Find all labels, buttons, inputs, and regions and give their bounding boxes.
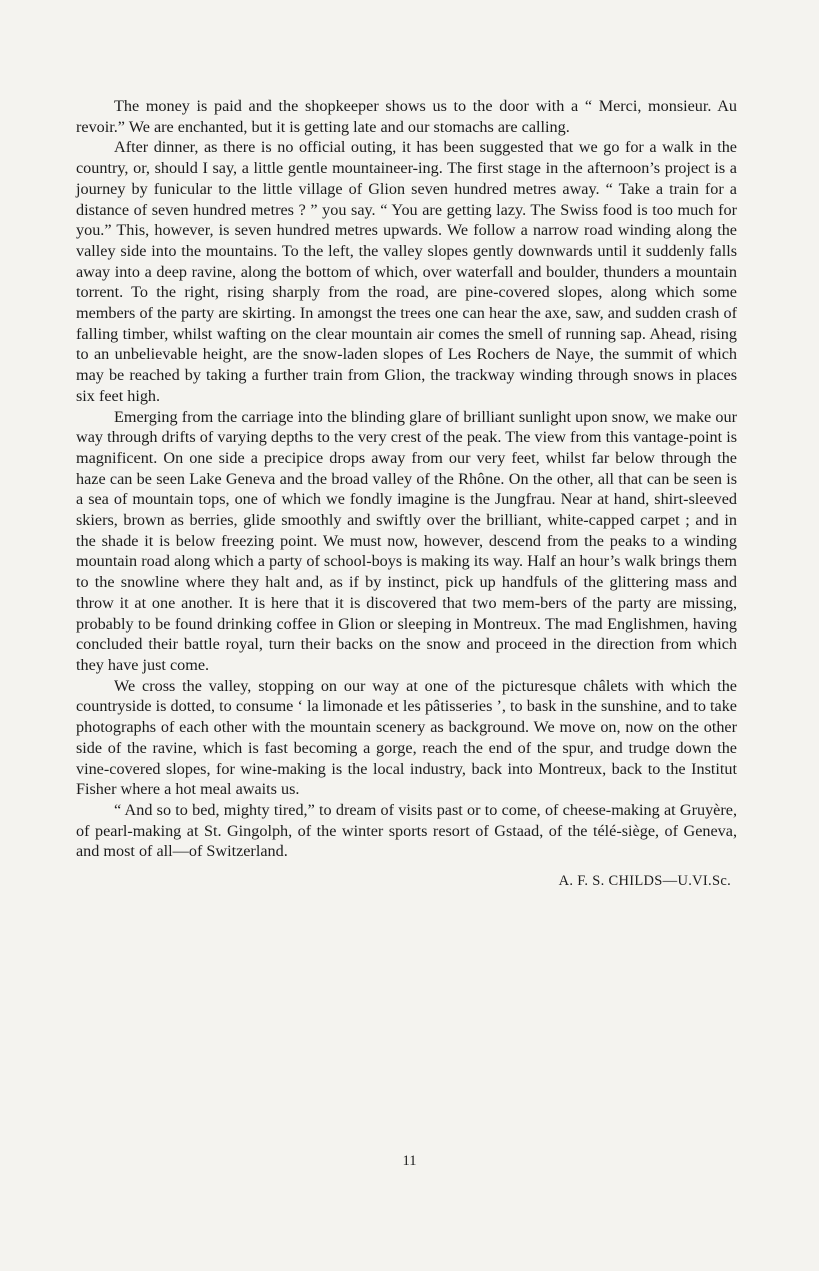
article-body	[76, 96, 737, 862]
page-number: 11	[402, 1153, 417, 1169]
paragraph-1: The money is paid and the shopkeeper shows us to the door with a “ Merci, monsieur. Au revoir.” We are enchanted, but it is getting late and our stomachs are calling.	[76, 97, 737, 136]
paragraph-3: Emerging from the carriage into the blinding glare of brilliant sunlight upon snow, we make our way through drifts of varying depths to the very crest of the peak. The view from this vantage-point is magnificent. On one side a precipice drops away from our very feet, whilst far below through the haze can be seen Lake Geneva and the broad valley of the Rhône. On the other, all that can be seen is a sea of mountain tops, one of which we fondly imagine is the Jungfrau. Near at hand, shirt-sleeved skiers, brown as berries, glide smoothly and swiftly over the brilliant, white-capped carpet ; and in the shade it is below freezing point. We must now, however, descend from the peaks to a winding mountain road along which a party of school-boys is making its way. Half an hour’s walk brings them to the snowline where they halt and, as if by instinct, pick up handfuls of the glittering mass and throw it at one another. It is here that it is discovered that two mem-bers of the party are missing, probably to be found drinking coffee in Glion or sleeping in Montreux. The mad Englishmen, having concluded their battle royal, turn their backs on the snow and proceed in the direction from which they have just come.	[76, 407, 737, 674]
author-signature: A. F. S. CHILDS—U.VI.Sc.	[558, 873, 731, 890]
paragraph-5: “ And so to bed, mighty tired,” to dream of visits past or to come, of cheese-making at Gruyère, of pearl-making at St. Gingolph, of the winter sports resort of Gstaad, of the télé-siège, of Geneva, and most of all—of Switzerland.	[76, 800, 737, 861]
paragraph-2: After dinner, as there is no official outing, it has been suggested that we go for a walk in the country, or, should I say, a little gentle mountaineer-ing. The first stage in the afternoon’s project is a journey by funicular to the little village of Glion seven hundred metres away. “ Take a train for a distance of seven hundred metres ? ” you say. “ You are getting lazy. The Swiss food is too much for you.” This, however, is seven hundred metres upwards. We follow a narrow road winding along the valley side into the mountains. To the left, the valley slopes gently downwards until it suddenly falls away into a deep ravine, along the bottom of which, over waterfall and boulder, thunders a mountain torrent. To the right, rising sharply from the road, are pine-covered slopes, along which some members of the party are skirting. In amongst the trees one can hear the axe, saw, and sudden crash of falling timber, whilst wafting on the clear mountain air comes the smell of running sap. Ahead, rising to an unbelievable height, are the snow-laden slopes of Les Rochers de Naye, the summit of which may be reached by taking a further train from Glion, the trackway winding through snows in places six feet high.	[76, 138, 737, 405]
paragraph-4: We cross the valley, stopping on our way at one of the picturesque châlets with which the countryside is dotted, to consume ‘ la limonade et les pâtisseries ’, to bask in the sunshine, and to take photographs of each other with the mountain scenery as background. We move on, now on the other side of the ravine, which is fast becoming a gorge, reach the end of the spur, and trudge down the vine-covered slopes, for wine-making is the local industry, back into Montreux, back to the Institut Fisher where a hot meal awaits us.	[76, 676, 737, 799]
